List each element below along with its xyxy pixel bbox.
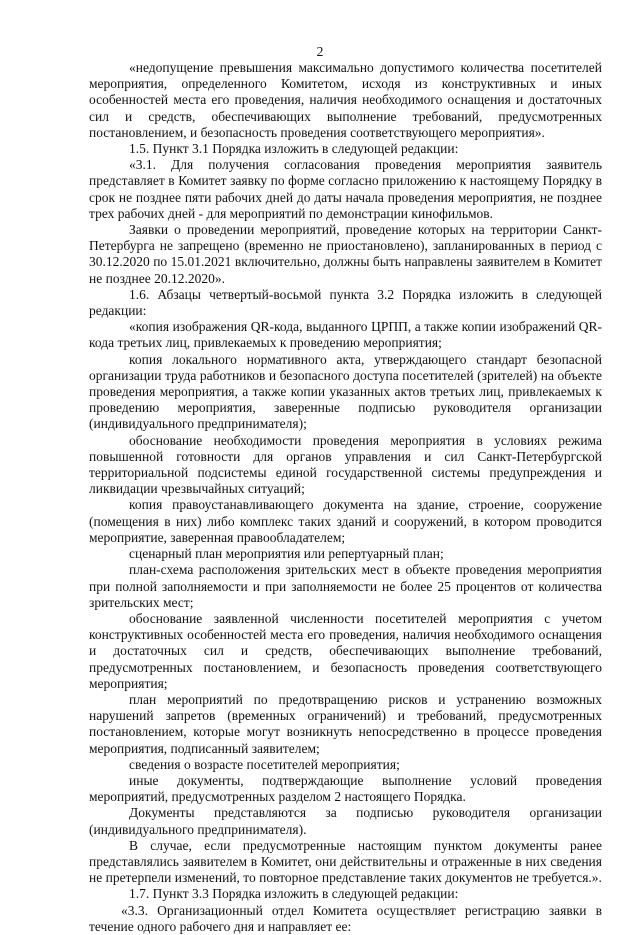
paragraph: копия локального нормативного акта, утверждающего стандарт безопасной организации труда работников и безопасного доступа посетителей (зрителей) на объекте проведения мероприятия, а также копии указанных актов третьих лиц, привлекаемых к проведению мероприятия, заверенные подписью руководителя организации (индивидуального предпринимателя);: [89, 351, 602, 432]
paragraph: 1.5. Пункт 3.1 Порядка изложить в следующей редакции:: [129, 141, 459, 157]
paragraph: «копия изображения QR-кода, выданного ЦРПП, а также копии изображений QR-кода третьих лиц, привлекаемых к проведению мероприятия;: [89, 319, 602, 351]
paragraph: план мероприятий по предотвращению рисков и устранению возможных нарушений запретов (временных ограничений) и требований, предусмотренных постановлением, которые могут возникнуть непосредственно в процессе проведения мероприятия, подписанный заявителем;: [89, 691, 602, 756]
paragraph: 1.7. Пункт 3.3 Порядка изложить в следующей редакции:: [129, 886, 459, 902]
paragraph: сценарный план мероприятия или репертуарный план;: [129, 546, 444, 562]
page-number: 2: [316, 44, 324, 59]
paragraph: сведения о возрасте посетителей мероприятия;: [129, 756, 400, 772]
document-body: [89, 60, 602, 935]
paragraph: иные документы, подтверждающие выполнение условий проведения мероприятий, предусмотренных разделом 2 настоящего Порядка.: [89, 772, 602, 805]
paragraph: В случае, если предусмотренные настоящим пунктом документы ранее представлялись заявителем в Комитет, они действительны и отраженные в них сведения не претерпели изменений, то повторное представление таких документов не требуется.».: [89, 837, 602, 886]
paragraph: 1.6. Абзацы четвертый-восьмой пункта 3.2 Порядка изложить в следующей редакции:: [89, 286, 602, 319]
paragraph: Документы представляются за подписью руководителя организации (индивидуального предпринимателя).: [89, 805, 602, 837]
paragraph: «3.3. Организационный отдел Комитета осуществляет регистрацию заявки в течение одного рабочего дня и направляет ее:: [89, 902, 602, 934]
paragraph: обоснование необходимости проведения мероприятия в условиях режима повышенной готовности для органов управления и сил Санкт-Петербургской территориальной подсистемы единой государственной системы предупреждения и ликвидации чрезвычайных ситуаций;: [89, 432, 602, 497]
paragraph: обоснование заявленной численности посетителей мероприятия с учетом конструктивных особенностей места его проведения, наличия необходимого оснащения и достаточных сил и средств, обеспечивающих выполнение требований, предусмотренных постановлением, и безопасность проведения соответствующего мероприятия;: [89, 610, 602, 691]
paragraph: план-схема расположения зрительских мест в объекте проведения мероприятия при полной заполняемости и при заполняемости не более 25 процентов от количества зрительских мест;: [89, 562, 602, 610]
paragraph: «недопущение превышения максимально допустимого количества посетителей мероприятия, определенного Комитетом, исходя из конструктивных и иных особенностей места его проведения, наличия необходимого оснащения и достаточных сил и средств, обеспечивающих выполнение требований, предусмотренных постановлением, и безопасность проведения соответствующего мероприятия».: [89, 60, 602, 140]
paragraph: «3.1. Для получения согласования проведения мероприятия заявитель представляет в Комитет заявку по форме согласно приложению к настоящему Порядку в срок не позднее пяти рабочих дней до даты начала проведения мероприятия, не позднее трех рабочих дней - для мероприятий по демонстрации кинофильмов.: [89, 157, 602, 221]
paragraph: Заявки о проведении мероприятий, проведение которых на территории Санкт-Петербурга не запрещено (временно не приостановлено), запланированных в период с 30.12.2020 по 15.01.2021 включительно, должны быть направлены заявителем в Комитет не позднее 20.12.2020».: [89, 222, 602, 286]
paragraph: копия правоустанавливающего документа на здание, строение, сооружение (помещения в них) либо комплекс таких зданий и сооружений, в котором проводится мероприятие, заверенная правообладателем;: [89, 497, 602, 545]
